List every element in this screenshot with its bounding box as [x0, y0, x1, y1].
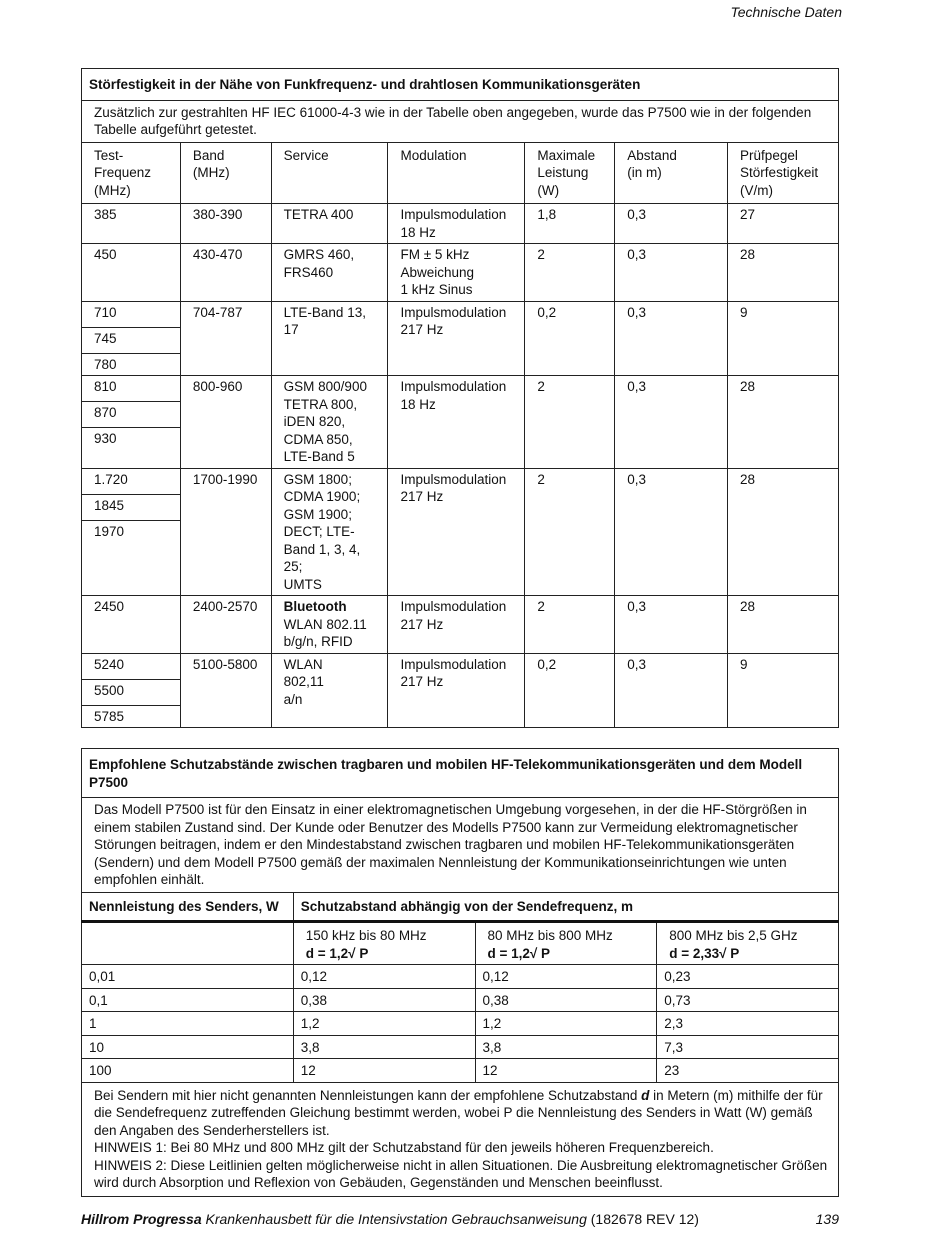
frequency-range-label: 150 kHz bis 80 MHz	[305, 928, 427, 943]
distance-cell: 0,3	[615, 301, 728, 376]
rf-table-intro-row	[82, 100, 839, 142]
max-power-cell: 2	[525, 244, 615, 302]
service-cell: LTE-Band 13, 17	[271, 301, 388, 376]
modulation-cell: Impulsmodulation 217 Hz	[388, 596, 525, 654]
separation-distance-cell: 3,8	[293, 1035, 475, 1059]
separation-distance-cell: 12	[293, 1059, 475, 1083]
distance-header: Schutzabstand abhängig von der Sendefrequenz, m	[293, 892, 838, 922]
separation-distance-cell: 1,2	[475, 1012, 657, 1036]
page-footer	[81, 1211, 839, 1227]
max-power-cell: 2	[525, 468, 615, 596]
distance-table-title-row	[82, 749, 839, 798]
test-frequency-header: Test- Frequenz (MHz)	[82, 142, 181, 204]
frequency-range-label: 80 MHz bis 800 MHz	[487, 928, 613, 943]
test-level-cell: 9	[728, 301, 839, 376]
separation-distance-cell: 2,3	[657, 1012, 839, 1036]
table-row	[82, 965, 839, 989]
rated-power-header: Nennleistung des Senders, W	[82, 892, 294, 922]
service-cell: TETRA 400	[271, 204, 388, 244]
test-frequency-cell: 5240	[82, 653, 181, 679]
notes-cell	[82, 1082, 839, 1196]
distance-cell: 0,3	[615, 204, 728, 244]
note-1: HINWEIS 1: Bei 80 MHz und 800 MHz gilt der Schutzabstand für den jeweils höheren Frequenzbereich.	[94, 1140, 714, 1155]
separation-distance-cell: 0,73	[657, 988, 839, 1012]
test-frequency-cell: 450	[82, 244, 181, 302]
band-cell: 704-787	[180, 301, 271, 376]
test-frequency-cell: 1.720	[82, 468, 181, 494]
separation-distance-cell: 0,38	[475, 988, 657, 1012]
test-frequency-cell: 385	[82, 204, 181, 244]
separation-distance-cell: 0,12	[475, 965, 657, 989]
footer-description: Krankenhausbett für die Intensivstation Gebrauchsanweisung	[201, 1211, 587, 1227]
modulation-cell: Impulsmodulation 18 Hz	[388, 204, 525, 244]
max-power-cell: 2	[525, 376, 615, 469]
max-power-header: Maximale Leistung (W)	[525, 142, 615, 204]
separation-distance-cell: 3,8	[475, 1035, 657, 1059]
separation-distance-cell: 23	[657, 1059, 839, 1083]
footer-doc-number: (182678 REV 12)	[586, 1211, 699, 1227]
footer-brand: Hillrom Progressa	[81, 1211, 202, 1227]
band-cell: 430-470	[180, 244, 271, 302]
table-row	[82, 653, 839, 679]
notes-paragraph	[94, 1087, 830, 1140]
rf-table-title: Störfestigkeit in der Nähe von Funkfrequenz- und drahtlosen Kommunikationsgeräten	[82, 69, 839, 101]
separation-distance-cell: 1,2	[293, 1012, 475, 1036]
test-frequency-cell: 870	[82, 402, 181, 428]
rf-table-header-row	[82, 142, 839, 204]
distance-equation: d = 1,2√ P	[487, 945, 551, 961]
max-power-cell: 0,2	[525, 301, 615, 376]
test-frequency-cell: 5785	[82, 705, 181, 728]
distance-cell: 0,3	[615, 376, 728, 469]
frequency-range-row	[82, 922, 839, 965]
distance-header: Abstand (in m)	[615, 142, 728, 204]
rated-power-cell: 10	[82, 1035, 294, 1059]
empty-cell	[82, 922, 294, 965]
table-row	[82, 988, 839, 1012]
distance-cell: 0,3	[615, 596, 728, 654]
table-row	[82, 301, 839, 327]
modulation-cell: Impulsmodulation 217 Hz	[388, 468, 525, 596]
page-number: 139	[815, 1211, 839, 1227]
modulation-cell: Impulsmodulation 217 Hz	[388, 301, 525, 376]
table-row	[82, 376, 839, 402]
test-frequency-cell: 930	[82, 428, 181, 469]
max-power-cell: 2	[525, 596, 615, 654]
modulation-header: Modulation	[388, 142, 525, 204]
band-cell: 2400-2570	[180, 596, 271, 654]
test-level-cell: 27	[728, 204, 839, 244]
distance-table-intro: Das Modell P7500 ist für den Einsatz in einer elektromagnetischen Umgebung vorgesehen, in der die HF-Störgrößen in einem stabilen Zustand sind. Der Kunde oder Benutzer des Modells P7500 kann zur Vermeidung elektromagnetischer Störungen beitragen, indem er den Mindestabstand zwischen tragbaren und mobilen HF-Telekommunikationsgeräten (Sendern) und dem Modell P7500 gemäß der maximalen Nennleistung der Kommunikationseinrichtungen wie unten empfohlen einhält.	[82, 798, 839, 893]
notes-text: in Metern (m) mithilfe der für die Sendefrequenz zutreffenden Gleichung bestimmt werden, wobei P die Nennleistung des Senders in Watt (W) gemäß den Angaben des Senderherstellers ist.	[94, 1087, 823, 1138]
distance-table-intro-row	[82, 798, 839, 893]
test-frequency-cell: 710	[82, 301, 181, 327]
separation-distance-cell: 0,38	[293, 988, 475, 1012]
service-header: Service	[271, 142, 388, 204]
separation-distance-cell: 0,12	[293, 965, 475, 989]
service-cell: GSM 800/900 TETRA 800, iDEN 820, CDMA 850, LTE-Band 5	[271, 376, 388, 469]
test-frequency-cell: 1970	[82, 520, 181, 596]
table-row	[82, 1035, 839, 1059]
section-header: Technische Daten	[730, 4, 842, 20]
test-frequency-cell: 5500	[82, 679, 181, 705]
band-header: Band (MHz)	[180, 142, 271, 204]
distance-equation: d = 2,33√ P	[669, 945, 740, 961]
test-level-cell: 9	[728, 653, 839, 728]
table-row	[82, 204, 839, 244]
rated-power-cell: 100	[82, 1059, 294, 1083]
rf-table-intro: Zusätzlich zur gestrahlten HF IEC 61000-4-3 wie in der Tabelle oben angegeben, wurde das P7500 wie in der folgenden Tabelle aufgeführt getestet.	[82, 100, 839, 142]
distance-cell: 0,3	[615, 653, 728, 728]
separation-distance-cell: 7,3	[657, 1035, 839, 1059]
modulation-cell: Impulsmodulation 18 Hz	[388, 376, 525, 469]
distance-table-title: Empfohlene Schutzabstände zwischen tragbaren und mobilen HF-Telekommunikationsgeräten und dem Modell P7500	[82, 749, 839, 798]
separation-distance-cell: 0,23	[657, 965, 839, 989]
table-row	[82, 1012, 839, 1036]
test-level-header: Prüfpegel Störfestigkeit (V/m)	[728, 142, 839, 204]
rated-power-cell: 0,1	[82, 988, 294, 1012]
test-frequency-cell: 810	[82, 376, 181, 402]
table-row	[82, 468, 839, 494]
rated-power-cell: 1	[82, 1012, 294, 1036]
test-level-cell: 28	[728, 244, 839, 302]
service-bold-label: Bluetooth	[283, 599, 347, 614]
table-row	[82, 1059, 839, 1083]
frequency-range-cell	[657, 922, 839, 965]
test-frequency-cell: 2450	[82, 596, 181, 654]
distance-cell: 0,3	[615, 468, 728, 596]
table-row	[82, 596, 839, 654]
test-level-cell: 28	[728, 468, 839, 596]
distance-cell: 0,3	[615, 244, 728, 302]
frequency-range-cell	[293, 922, 475, 965]
distance-symbol: d	[641, 1087, 650, 1103]
test-frequency-cell: 780	[82, 353, 181, 376]
separation-distance-cell: 12	[475, 1059, 657, 1083]
rf-immunity-table	[81, 68, 839, 728]
band-cell: 5100-5800	[180, 653, 271, 728]
service-cell	[271, 596, 388, 654]
band-cell: 380-390	[180, 204, 271, 244]
notes-row	[82, 1082, 839, 1196]
rated-power-cell: 0,01	[82, 965, 294, 989]
table-row	[82, 244, 839, 302]
max-power-cell: 1,8	[525, 204, 615, 244]
band-cell: 1700-1990	[180, 468, 271, 596]
test-frequency-cell: 1845	[82, 494, 181, 520]
distance-equation: d = 1,2√ P	[305, 945, 369, 961]
service-detail: WLAN 802.11 b/g/n, RFID	[283, 616, 367, 649]
max-power-cell: 0,2	[525, 653, 615, 728]
service-cell: GMRS 460, FRS460	[271, 244, 388, 302]
rf-table-title-row	[82, 69, 839, 101]
notes-text: Bei Sendern mit hier nicht genannten Nennleistungen kann der empfohlene Schutzabstand	[94, 1087, 642, 1103]
service-cell: GSM 1800; CDMA 1900; GSM 1900; DECT; LTE- Band 1, 3, 4, 25; UMTS	[271, 468, 388, 596]
frequency-range-cell	[475, 922, 657, 965]
frequency-range-label: 800 MHz bis 2,5 GHz	[669, 928, 798, 943]
test-level-cell: 28	[728, 596, 839, 654]
distance-table-header-row	[82, 892, 839, 922]
separation-distance-table	[81, 748, 839, 1197]
modulation-cell: FM ± 5 kHz Abweichung 1 kHz Sinus	[388, 244, 525, 302]
modulation-cell: Impulsmodulation 217 Hz	[388, 653, 525, 728]
test-frequency-cell: 745	[82, 327, 181, 353]
test-level-cell: 28	[728, 376, 839, 469]
service-cell: WLAN 802,11 a/n	[271, 653, 388, 728]
note-2: HINWEIS 2: Diese Leitlinien gelten möglicherweise nicht in allen Situationen. Die Ausbreitung elektromagnetischer Größen wird durch Absorption und Reflexion von Gebäuden, Gegenständen und Menschen beeinflusst.	[94, 1157, 828, 1190]
band-cell: 800-960	[180, 376, 271, 469]
